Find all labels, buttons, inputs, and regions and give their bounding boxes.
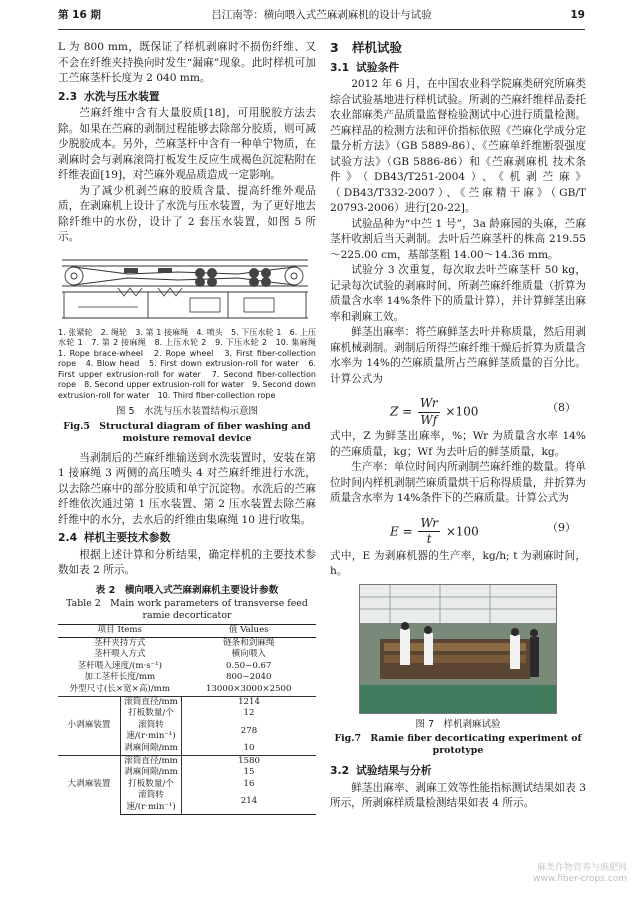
table-row: 剥麻间隙/mm 10	[58, 743, 316, 755]
table-row: 加工茎杆长度/mm 800~2040	[84, 672, 272, 683]
table-header-row	[58, 625, 316, 638]
figure-7-caption-cn: 图 7 样机剥麻试验	[415, 718, 501, 730]
table-header-item: 项目 Items	[58, 625, 182, 638]
paragraph: 根据上述计算和分析结果，确定样机的主要技术参数如表 2 所示。	[58, 548, 316, 576]
figure-7-photo	[359, 584, 557, 714]
table-2-caption-en: Table 2 Main work parameters of transverse feed ramie decorticator	[66, 598, 308, 621]
figure-5-caption-en: Fig.5 Structural diagram of fiber washing and moisture removal device	[63, 420, 311, 444]
page-number: 19	[570, 9, 585, 21]
table-2	[58, 624, 316, 815]
section-heading-3: 3 样机试验	[330, 40, 403, 55]
figure-5-diagram	[58, 252, 316, 324]
table-row: 小剥麻装置 滚筒直径/mm 1214	[58, 696, 316, 708]
figure-7-caption-en: Fig.7 Ramie fiber decorticating experiment of prototype	[334, 733, 582, 756]
section-heading-3-1: 3.1 试验条件	[330, 60, 400, 74]
table-row: 滚筒转速/(r·min⁻¹) 278	[58, 720, 316, 743]
page-header	[58, 8, 585, 26]
table-header-value: 值 Values	[182, 625, 317, 638]
table-row: 打板数量/个 16	[58, 779, 316, 791]
paragraph: 生产率：单位时间内所剥制苎麻纤维的数量。将单位时间内样机剥制苎麻质量烘干后称得质量，并折算为质量含水率为 14%条件下的苎麻质量。计算公式为	[330, 461, 586, 504]
equation-8: Z = $\frac{Wr}{Wf}$ ×100 （8）	[390, 396, 576, 427]
paragraph: 当剥制后的苎麻纤维输送到水洗装置时，安装在第 1 接麻绳 3 两侧的高压喷头 4 对苎麻纤维进行水洗，以去除苎麻中的部分胶质和单宁沉淀物。水洗后的苎麻纤维依次通过第 1 压水装置、第 2 压水装置去除苎麻纤维中的水分，去水后的纤维由集麻绳 10 进行收集。	[58, 451, 316, 526]
figure-5-caption-cn: 图 5 水洗与压水装置结构示意图	[115, 406, 259, 417]
section-heading-3-2: 3.2 试验结果与分析	[330, 764, 432, 777]
paragraph: 式中，Z 为鲜茎出麻率，%；Wr 为质量含水率 14%的苎麻质量，kg；Wf 为去叶后的鲜茎质量，kg。	[330, 430, 586, 458]
washing-device-drawing	[58, 252, 316, 324]
table-row: 滚筒转速/(r·min⁻¹) 214	[58, 790, 316, 814]
left-column	[58, 40, 324, 815]
watermark: 麻类作物营养与施肥网 www.fiber-crops.com	[533, 863, 627, 884]
table-row: 茎杆夹持方式 链条和剑麻绳	[93, 637, 275, 648]
section-heading-2-3: 2.3 水洗与压水装置	[58, 89, 160, 103]
right-column	[330, 40, 586, 812]
paragraph: 鲜茎出麻率、剥麻工效等性能指标测试结果如表 3 所示，所剥麻样质量检测结果如表 4 所示。	[330, 781, 586, 809]
table-row: 外型尺寸(长×宽×高)/mm 13000×3000×2500	[69, 683, 292, 694]
equation-9: E = $\frac{Wr}{t}$ ×100 （9）	[390, 515, 576, 546]
table-row: 剥麻间隙/mm 15	[58, 767, 316, 779]
section-heading-2-4: 2.4 样机主要技术参数	[58, 531, 171, 544]
equation-number: （8）	[547, 401, 576, 414]
table-row: 打板数量/个 12	[58, 708, 316, 720]
paragraph: L 为 800 mm，既保证了样机剥麻时不损伤纤维、又不会在纤维夹持换向时发生“漏麻”现象。此时样机可加工苎麻茎杆长度为 2 040 mm。	[58, 41, 316, 84]
issue-number: 第 16 期	[58, 9, 101, 21]
table-row: 茎杆喂入方式 横向喂入	[93, 649, 266, 660]
group-label: 小剥麻装置	[58, 696, 121, 755]
paragraph: 为了减少机剥苎麻的胶质含量、提高纤维外观品质，在剥麻机上设计了水洗与压水装置，为了更好地去除纤维中的水份，设计了 2 套压水装置，如图 5 所示。	[58, 184, 316, 243]
paragraph: 试验品种为“中苎 1 号”，3a 龄麻园的头麻，苎麻茎杆收割后当天剥制。去叶后苎麻茎杆的株高 219.55～225.00 cm，基部茎粗 14.00～14.36 mm。	[330, 217, 586, 261]
table-row: 大剥麻装置 滚筒直径/mm 1580	[58, 755, 316, 767]
paragraph: 试验分 3 次重复，每次取去叶苎麻茎杆 50 kg，记录每次试验的剥麻时间、所剥苎麻纤维质量（折算为质量含水率 14%条件下的质量计算），并计算鲜茎出麻率和剥麻工效。	[330, 264, 586, 323]
running-title: 吕江南等：横向喂入式苎麻剥麻机的设计与试验	[211, 9, 432, 21]
figure-5-legend: 1. 张紧轮 2. 绳轮 3. 第 1 接麻绳 4. 喷头 5. 下压水轮 1 6. 上压水轮 1 7. 第 2 接麻绳 8. 上压水轮 2 9. 下压水轮 2 10. 集麻绳 1. Rope brace-wheel 2. Rope wheel 3. First fiber-collection rope 4. Blow head 5. First down extrusion-roll for water 6. First upper extrusion-roll for water 7. Second fiber-collection rope 8. Second upper extrusion-roll for water 9. Second down extrusion-roll for water 10. Third fiber-collection rope	[58, 327, 324, 400]
paragraph: 苎麻纤维中含有大量胶质[18]，可用脱胶方法去除。如果在苎麻的剥制过程能够去除部分胶质，则可减少脱胶成本。另外，苎麻茎杆中含有一种单宁物质，在剥麻时会与剥麻滚筒打板发生反应生成褐色沉淀粘附在纤维表面[19]，对苎麻外观品质造成一定影响。	[58, 107, 316, 181]
paragraph: 2012 年 6 月，在中国农业科学院麻类研究所麻类综合试验基地进行样机试验。所剥的苎麻纤维样品委托农业部麻类产品质量监督检验测试中心进行质量检测。苎麻样品的检测方法和评价指标依照《苎麻化学成分定量分析方法》（GB 5889-86）、《苎麻单纤维断裂强度试验方法》（GB 5886-86）和《苎麻剥麻机 技术条件》（DB43/T251-2004）、《机剥苎麻》（DB43/T332-2007）、《苎麻精干麻》（GB/T 20793-2006）进行[20-22]。	[330, 78, 586, 214]
equation-number: （9）	[547, 520, 576, 534]
paragraph: 鲜茎出麻率：将苎麻鲜茎去叶并称质量，然后用剥麻机械剥制。剥制后所得苎麻纤维干燥后折算为质量含水率为 14%的苎麻质量所占苎麻鲜茎质量的百分比。计算公式为	[330, 326, 586, 385]
group-label: 大剥麻装置	[58, 755, 121, 814]
table-2-caption-cn: 表 2 横向喂入式苎麻剥麻机主要设计参数	[95, 584, 279, 596]
paragraph: 式中，E 为剥麻机器的生产率，kg/h; t 为剥麻时间，h。	[330, 549, 586, 577]
header-rule	[58, 29, 585, 30]
table-row: 茎杆喂入速度/(m·s⁻¹) 0.50~0.67	[77, 660, 272, 671]
